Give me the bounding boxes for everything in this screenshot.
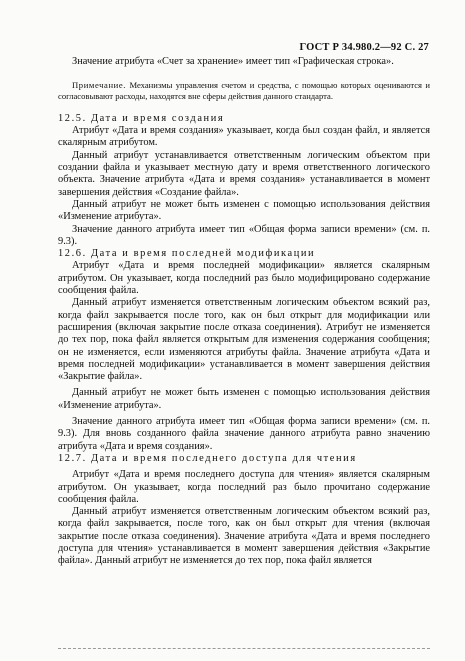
paragraph: Данный атрибут изменяется ответственным логическим объектом всякий раз, когда файл закрывается, после того, как он был открыт для чтения (включая закрытие после отказа соединения). Значение атрибута «Дата и время последнего доступа для чтения» устанавливается в момент завершения действия «Закрытие файла». Данный атрибут не изменяется до тех пор, пока файл является — [58, 506, 430, 567]
paragraph: Значение данного атрибута имеет тип «Общая форма записи времени» (см. п. 9.3). — [58, 223, 430, 247]
paragraph: Значение атрибута «Счет за хранение» имеет тип «Графическая строка». — [72, 56, 394, 67]
section-heading-12-7: 12.7. Дата и время последнего доступа для чтения — [58, 452, 357, 464]
paragraph: Атрибут «Дата и время последней модификации» является скалярным атрибутом. Он указывает, когда последний раз было модифицировано содержание сообщения файла. — [58, 260, 430, 297]
note-paragraph — [58, 80, 430, 101]
paragraph: Атрибут «Дата и время создания» указывает, когда был создан файл, и является скалярным атрибутом. — [58, 125, 430, 149]
paragraph: Данный атрибут изменяется ответственным логическим объектом всякий раз, когда файл закрывается после того, как он был открыт для модификации или расширения (включая закрытие после отказа соединения). Атрибут не изменяется до тех пор, пока файл является открытым для изменения содержания сообщения; он не изменяется, если изменяются атрибуты файла. Значение атрибута «Дата и время последней модификации» устанавливается в момент завершения действия «Закрытие файла». — [58, 297, 430, 383]
section-heading-12-5: 12.5. Дата и время создания — [58, 112, 225, 124]
page-bottom-rule — [58, 648, 430, 649]
document-body — [58, 56, 430, 568]
paragraph: Данный атрибут не может быть изменен с помощью использования действия «Изменение атрибута». — [58, 198, 430, 223]
note-text: Механизмы управления счетом и средства, с помощью которых оцениваются и согласовывают расходы, находятся вне сферы действия данного стандарта. — [58, 80, 430, 101]
page-header: ГОСТ Р 34.980.2—92 С. 27 — [299, 42, 429, 53]
paragraph: Данный атрибут не может быть изменен с помощью использования действия «Изменение атрибута». — [58, 387, 430, 411]
section-heading-12-6: 12.6. Дата и время последней модификации — [58, 248, 316, 260]
paragraph: Значение данного атрибута имеет тип «Общая форма записи времени» (см. п. 9.3). Для вновь созданного файла значение данного атрибута равно значению атрибута «Дата и время создания». — [58, 416, 430, 452]
paragraph: Атрибут «Дата и время последнего доступа для чтения» является скалярным атрибутом. Он указывает, когда последний раз было прочитано содержание сообщения файла. — [58, 469, 430, 505]
note-label: Примечание. — [72, 80, 127, 91]
paragraph: Данный атрибут устанавливается ответственным логическим объектом при создании файла и указывает местную дату и время ответственного логического объекта. Значение атрибута «Дата и время создания» устанавливается в момент завершения действия «Создание файла». — [58, 149, 430, 198]
